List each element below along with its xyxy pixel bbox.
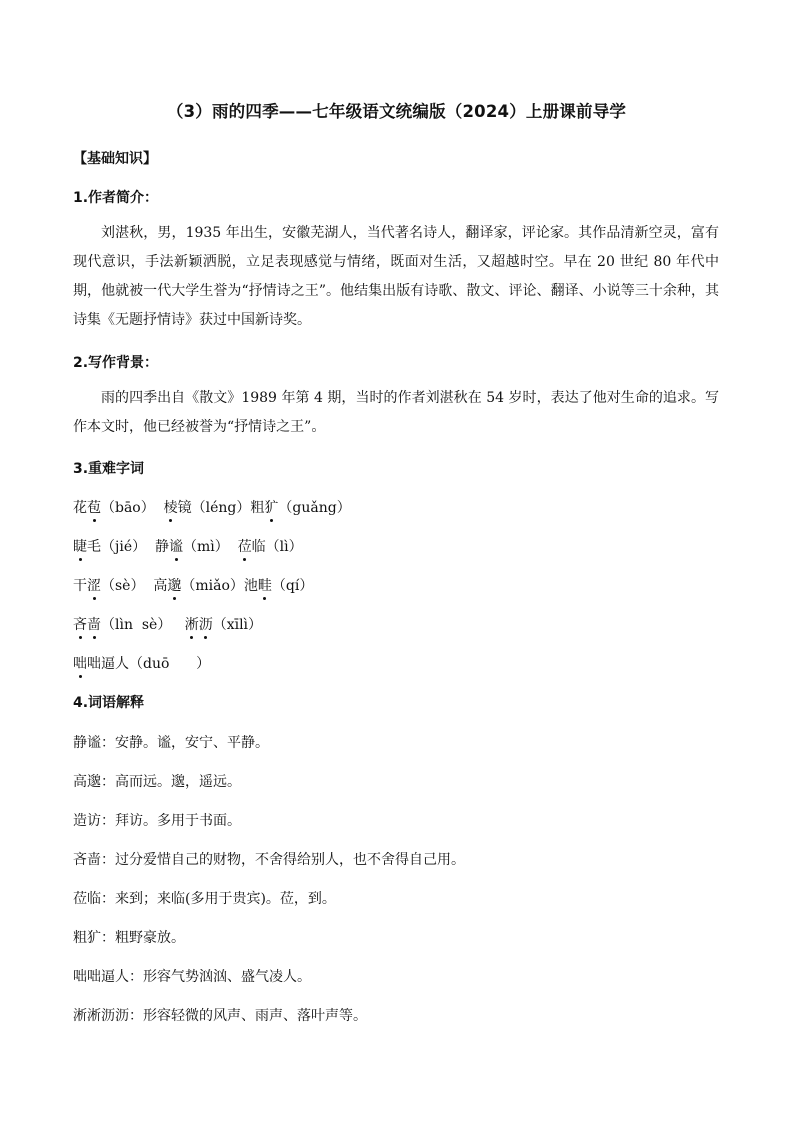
vocab-item: 淅沥（xīlì） bbox=[185, 617, 262, 633]
vocab-line bbox=[73, 497, 351, 517]
definition-item: 咄咄逼人：形容气势汹汹、盛气凌人。 bbox=[73, 969, 311, 985]
author-heading: 1.作者简介： bbox=[73, 190, 159, 206]
vocab-item: 池畦（qí） bbox=[244, 578, 313, 594]
vocab-line bbox=[73, 614, 262, 634]
vocab-line bbox=[73, 653, 210, 673]
vocab-item: 咄咄逼人（duō ） bbox=[73, 656, 210, 672]
definition-item: 造访：拜访。多用于书面。 bbox=[73, 813, 241, 829]
vocab-line bbox=[73, 575, 313, 595]
section-label: 【基础知识】 bbox=[73, 151, 157, 167]
author-line: 余种，其诗集《无题抒情诗》获过中国新诗奖。 bbox=[73, 283, 720, 328]
author-line: 刘湛秋，男，1935 年出生，安徽芜湖人，当代著名诗人，翻译家，评论家。其作品清新空灵，富 bbox=[101, 225, 705, 241]
vocab-item: 高邈（miǎo） bbox=[153, 578, 244, 594]
vocab-heading: 3.重难字词 bbox=[73, 461, 145, 477]
author-line: 中期，他就被一代大学生誉为“抒情诗之王”。他结集出版有诗歌、散文、评论、翻译、小说等三十 bbox=[73, 254, 719, 299]
author-line: 有现代意识，手法新颖洒脱，立足表现感觉与情绪，既面对生活，又超越时空。早在 20 世纪 80 年代 bbox=[73, 225, 719, 270]
definitions-heading: 4.词语解释 bbox=[73, 695, 145, 711]
definition-item: 淅淅沥沥：形容轻微的风声、雨声、落叶声等。 bbox=[73, 1008, 367, 1024]
definition-item: 粗犷：粗野豪放。 bbox=[73, 930, 185, 946]
vocab-item: 睫毛（jié） bbox=[73, 539, 155, 555]
definition-item: 静谧：安静。谧，安宁、平静。 bbox=[73, 735, 269, 751]
background-line: 雨的四季出自《散文》1989 年第 4 期，当时的作者刘湛秋在 54 岁时，表达了他对生命的追求。 bbox=[101, 390, 705, 406]
vocab-item: 棱镜（léng） bbox=[164, 500, 251, 516]
vocab-item: 静谧（mì） bbox=[155, 539, 238, 555]
vocab-item: 吝啬（lìn sè） bbox=[73, 617, 185, 633]
vocab-item: 花苞（bāo） bbox=[73, 500, 164, 516]
definition-item: 莅临：来到；来临(多用于贵宾)。莅，到。 bbox=[73, 891, 336, 907]
vocab-item: 莅临（lì） bbox=[238, 539, 303, 555]
background-heading: 2.写作背景： bbox=[73, 355, 159, 371]
page-title: （3）雨的四季——七年级语文统编版（2024）上册课前导学 bbox=[166, 102, 627, 121]
background-line: 写作本文时，他已经被誉为“抒情诗之王”。 bbox=[73, 390, 719, 435]
vocab-item: 粗犷（guǎng） bbox=[250, 500, 350, 516]
definition-item: 吝啬：过分爱惜自己的财物，不舍得给别人，也不舍得自己用。 bbox=[73, 852, 465, 868]
author-paragraph bbox=[73, 219, 719, 335]
vocab-item: 干涩（sè） bbox=[73, 578, 153, 594]
vocab-line bbox=[73, 536, 303, 556]
background-paragraph bbox=[73, 384, 719, 442]
definition-item: 高邈：高而远。邈，遥远。 bbox=[73, 774, 241, 790]
